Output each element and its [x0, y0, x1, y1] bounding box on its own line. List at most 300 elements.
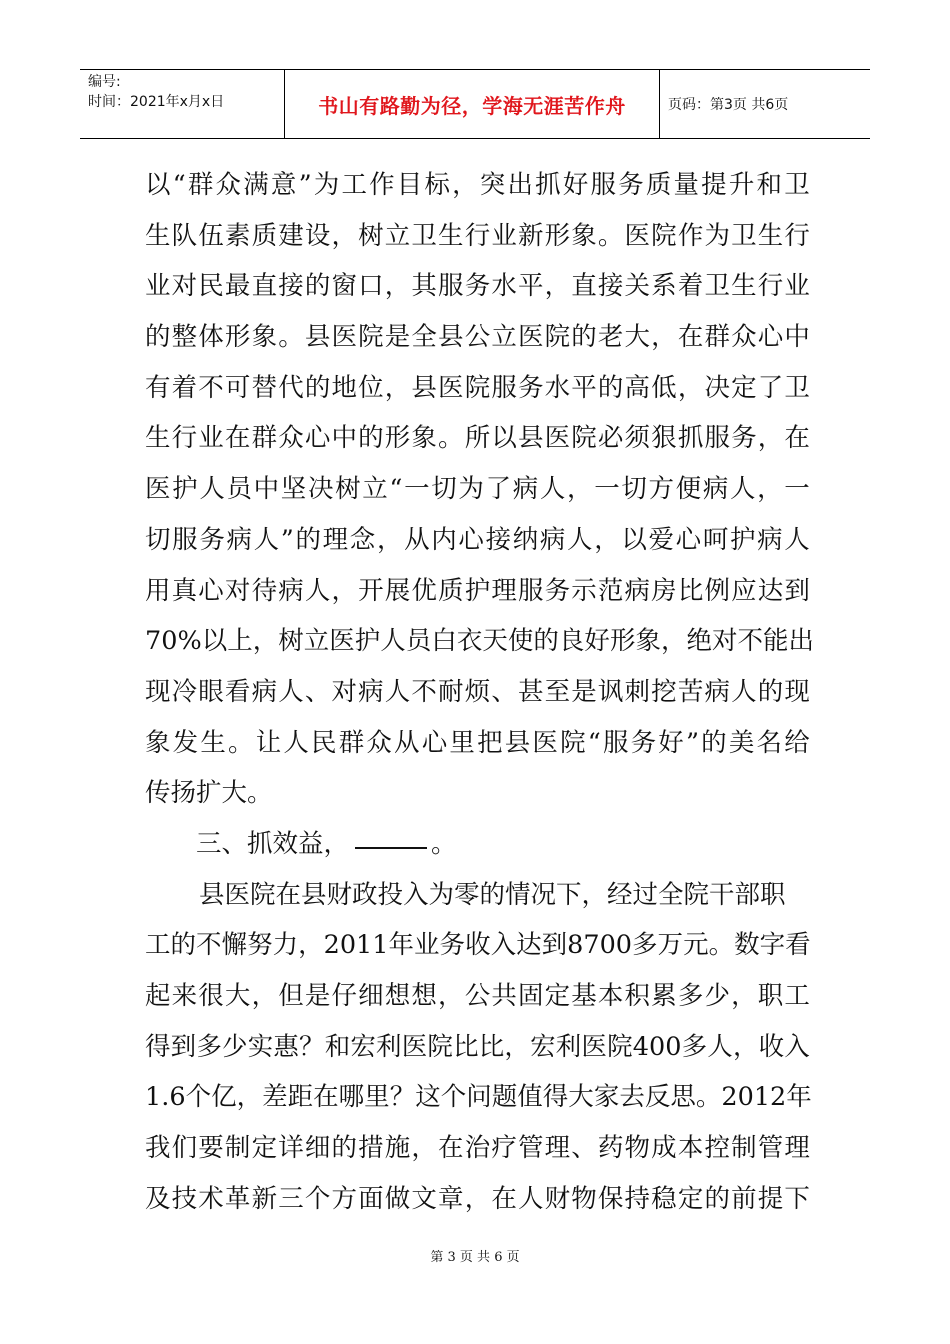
glyph: 立: [491, 322, 517, 353]
header-meta: [80, 70, 285, 138]
glyph: 多: [632, 930, 658, 961]
glyph: 值: [517, 1082, 543, 1113]
text-line: [145, 211, 810, 262]
glyph: 个: [185, 1082, 212, 1113]
glyph: 的: [145, 322, 171, 353]
glyph: 少: [222, 1031, 248, 1062]
glyph: ，: [567, 474, 593, 505]
glyph: 行: [464, 220, 491, 251]
glyph: 良: [558, 626, 585, 657]
glyph: 院: [607, 1031, 633, 1062]
glyph: 名: [756, 727, 783, 758]
glyph: 。: [278, 322, 304, 353]
glyph: 理: [544, 1133, 571, 1164]
glyph: 元: [683, 930, 709, 961]
glyph: 得: [542, 1082, 569, 1113]
glyph: 念: [349, 524, 376, 555]
glyph: 力: [272, 930, 299, 961]
glyph: 冷: [171, 676, 198, 707]
glyph: 管: [757, 1133, 784, 1164]
glyph: 方: [648, 474, 675, 505]
glyph: 家: [593, 1082, 620, 1113]
glyph: 共: [491, 981, 517, 1011]
glyph: 决: [704, 372, 730, 403]
glyph: 群: [338, 727, 365, 758]
glyph: 县: [504, 727, 531, 758]
glyph: 医: [544, 423, 571, 454]
glyph: 想: [384, 981, 411, 1011]
glyph: 县: [517, 423, 544, 454]
glyph: 但: [278, 981, 304, 1011]
glyph: 县: [411, 372, 437, 403]
glyph: 卫: [704, 271, 730, 302]
glyph: 医: [438, 372, 464, 403]
glyph: 对: [712, 626, 738, 657]
glyph: 大: [224, 981, 251, 1011]
glyph: 水: [544, 372, 571, 403]
glyph: 人: [539, 474, 566, 505]
glyph: 切: [145, 524, 171, 555]
glyph: ，: [651, 322, 677, 353]
glyph: 其: [411, 271, 437, 302]
glyph: 接: [597, 271, 624, 302]
glyph: 切: [431, 474, 457, 505]
glyph: 少: [704, 981, 730, 1011]
glyph: 比: [677, 575, 704, 606]
glyph: 心: [757, 322, 784, 353]
glyph: 以: [491, 423, 517, 454]
glyph: 的: [295, 524, 321, 555]
glyph: 平: [571, 372, 597, 403]
glyph: 院: [464, 372, 491, 403]
glyph: 人: [567, 524, 593, 555]
glyph: 全: [411, 322, 437, 353]
glyph: 不: [411, 676, 437, 707]
glyph: 定: [251, 1133, 278, 1164]
glyph: ，: [464, 1183, 491, 1214]
glyph: ”: [298, 170, 312, 200]
glyph: 理: [491, 575, 517, 606]
glyph: 作: [369, 170, 395, 200]
glyph: 众: [731, 322, 757, 353]
glyph: 着: [677, 271, 704, 302]
glyph: 直: [571, 271, 597, 302]
glyph: 队: [171, 220, 198, 251]
glyph: 素: [224, 220, 251, 251]
glyph: 务: [464, 271, 491, 302]
glyph: 上: [227, 626, 253, 657]
glyph: 务: [439, 930, 466, 961]
glyph: 技: [171, 1183, 198, 1214]
glyph: 题: [491, 1082, 518, 1113]
glyph: 控: [704, 1133, 730, 1164]
glyph: 公: [464, 322, 491, 353]
glyph: 现: [145, 676, 171, 707]
glyph: ，: [677, 372, 704, 403]
glyph: 业: [784, 271, 810, 302]
glyph: 烦: [464, 676, 491, 707]
glyph: 疗: [491, 1133, 517, 1164]
glyph: 人: [278, 676, 304, 707]
glyph: 和: [324, 1031, 351, 1062]
glyph: 院: [544, 322, 571, 353]
glyph: 心: [421, 727, 448, 758]
glyph: 字: [759, 930, 786, 961]
glyph: 护: [172, 474, 198, 505]
glyph: ，: [660, 626, 687, 657]
glyph: 护: [354, 626, 381, 657]
glyph: 医: [331, 322, 357, 353]
glyph: 的: [304, 372, 331, 403]
glyph: 。: [597, 220, 624, 251]
glyph: 保: [597, 1183, 624, 1214]
glyph: 院: [358, 322, 384, 353]
text-line: [145, 160, 810, 211]
document-body: [145, 160, 815, 1224]
glyph: 里: [449, 727, 475, 758]
glyph: 革: [224, 1183, 251, 1214]
glyph: 发: [172, 727, 199, 758]
glyph: 了: [485, 474, 512, 505]
glyph: 护: [464, 575, 491, 606]
glyph: 让: [255, 727, 282, 758]
glyph: 树: [278, 626, 304, 657]
glyph: 业: [414, 930, 440, 961]
glyph: 不: [196, 930, 222, 961]
glyph: 房: [651, 575, 677, 606]
glyph: 的: [358, 423, 384, 454]
glyph: 甚: [517, 676, 544, 707]
glyph: 象: [251, 322, 278, 353]
glyph: 以: [145, 170, 171, 200]
glyph: 卫: [784, 372, 810, 403]
glyph: 起: [145, 981, 171, 1011]
glyph: 是: [384, 322, 411, 353]
glyph: ，: [384, 271, 411, 302]
glyph: 满: [243, 170, 269, 200]
glyph: 了: [757, 372, 784, 403]
glyph: 着: [171, 372, 198, 403]
glyph: 工: [784, 981, 810, 1011]
text-line: [145, 1123, 810, 1174]
glyph: 民: [198, 271, 224, 302]
glyph: 努: [247, 930, 273, 961]
glyph: 民: [311, 727, 337, 758]
glyph: 使: [507, 626, 534, 657]
header-page-cell: [660, 70, 870, 138]
glyph: 形: [384, 423, 411, 454]
glyph: 天: [482, 626, 508, 657]
glyph: 人: [784, 524, 810, 555]
glyph: 心: [304, 423, 331, 454]
glyph: 象: [145, 727, 171, 758]
header-page-info: 页码：第3页 共6页: [668, 97, 789, 113]
glyph: 卫: [731, 220, 757, 251]
glyph: 里: [364, 1082, 390, 1113]
glyph: 心: [458, 524, 484, 555]
glyph: 便: [675, 474, 702, 505]
glyph: 接: [278, 271, 304, 302]
glyph: 在: [313, 1082, 339, 1113]
glyph: 到: [784, 575, 810, 606]
glyph: 能: [763, 626, 789, 657]
glyph: 决: [307, 474, 334, 505]
glyph: 服: [704, 423, 730, 454]
glyph: 。: [708, 930, 735, 961]
glyph: 关: [624, 271, 651, 302]
glyph: ，: [251, 981, 278, 1011]
glyph: 、: [571, 1133, 597, 1164]
text-line: [145, 616, 815, 667]
glyph: 宏: [530, 1031, 556, 1062]
section-heading-text: 三、抓效益，: [196, 828, 350, 859]
text-line: [145, 870, 810, 921]
glyph: 意: [270, 170, 297, 200]
glyph: 看: [224, 676, 251, 707]
glyph: 形: [609, 626, 636, 657]
glyph: 多: [196, 1031, 222, 1062]
glyph: ，: [757, 423, 784, 454]
glyph: 中: [331, 423, 357, 454]
glyph: 以: [201, 626, 228, 657]
glyph: 入: [490, 930, 517, 961]
glyph: 待: [251, 575, 278, 606]
glyph: 设: [304, 220, 331, 251]
text-line: [145, 464, 810, 515]
glyph: 建: [278, 220, 304, 251]
glyph: 量: [673, 170, 700, 200]
glyph: 员: [405, 626, 432, 657]
glyph: 在: [677, 322, 704, 353]
glyph: 象: [411, 423, 437, 454]
glyph: 不: [198, 372, 224, 403]
document-number-label: 编号:: [88, 74, 121, 90]
glyph: 距: [287, 1082, 314, 1113]
glyph: 体: [198, 322, 224, 353]
glyph: 的: [571, 322, 597, 353]
glyph: 好: [658, 727, 684, 758]
glyph: 一: [784, 474, 810, 505]
glyph: 水: [491, 271, 517, 302]
glyph: 1.6: [145, 1082, 186, 1113]
glyph: 县: [304, 322, 331, 353]
glyph: 作: [677, 220, 704, 251]
text-line: [145, 1174, 810, 1225]
glyph: 行: [757, 271, 784, 302]
glyph: 窗: [331, 271, 357, 302]
text-line: [145, 261, 810, 312]
glyph: 给: [784, 727, 810, 758]
text-line: [145, 1022, 810, 1073]
glyph: 好: [584, 626, 610, 657]
glyph: 务: [544, 575, 571, 606]
glyph: 人: [517, 1183, 544, 1214]
glyph: 众: [278, 423, 304, 454]
glyph: 生: [145, 220, 171, 251]
glyph: 问: [466, 1082, 492, 1113]
glyph: 服: [602, 727, 629, 758]
glyph: 本: [597, 981, 624, 1011]
glyph: 立: [362, 474, 388, 505]
glyph: 理: [784, 1133, 810, 1164]
glyph: 刺: [624, 676, 651, 707]
glyph: 众: [366, 727, 392, 758]
glyph: 积: [624, 981, 651, 1011]
glyph: 系: [651, 271, 677, 302]
glyph: 真: [171, 575, 198, 606]
glyph: 工: [341, 170, 367, 200]
glyph: 群: [251, 423, 278, 454]
glyph: 持: [624, 1183, 651, 1214]
glyph: 从: [394, 727, 420, 758]
glyph: 病: [624, 575, 651, 606]
glyph: 人: [199, 474, 225, 505]
glyph: 高: [624, 372, 651, 403]
glyph: 生: [438, 220, 464, 251]
glyph: 替: [251, 372, 278, 403]
glyph: 务: [731, 423, 757, 454]
glyph: 群: [187, 170, 214, 200]
glyph: 服: [517, 575, 544, 606]
glyph: 务: [618, 170, 644, 200]
glyph: 务: [630, 727, 657, 758]
glyph: 达: [516, 930, 542, 961]
glyph: 树: [358, 220, 384, 251]
glyph: 病: [702, 474, 729, 505]
glyph: ？: [389, 1082, 416, 1113]
glyph: 呵: [702, 524, 729, 555]
glyph: 立: [384, 220, 411, 251]
glyph: 看: [785, 930, 811, 961]
glyph: ，: [298, 930, 324, 961]
glyph: 懈: [221, 930, 248, 961]
glyph: 的: [597, 372, 624, 403]
glyph: 纳: [512, 524, 539, 555]
glyph: 院: [571, 423, 597, 454]
glyph: 范: [597, 575, 624, 606]
glyph: 病: [539, 524, 566, 555]
glyph: 立: [303, 626, 330, 657]
glyph: 耐: [438, 676, 464, 707]
glyph: 代: [278, 372, 304, 403]
text-line: [145, 515, 810, 566]
glyph: 工: [145, 930, 171, 961]
glyph: 本: [677, 1133, 704, 1164]
glyph: 升: [728, 170, 755, 200]
glyph: 我: [145, 1133, 171, 1164]
glyph: 是: [571, 676, 597, 707]
glyph: 爱: [648, 524, 675, 555]
glyph: 象: [571, 220, 597, 251]
glyph: ，: [236, 1082, 263, 1113]
glyph: 人: [253, 524, 280, 555]
glyph: 讽: [597, 676, 624, 707]
glyph: 宏: [350, 1031, 376, 1062]
glyph: ，: [452, 170, 478, 200]
section-heading-end: 。: [431, 828, 457, 859]
glyph: 比: [453, 1031, 479, 1062]
glyph: 基: [571, 981, 597, 1011]
glyph: 的: [331, 1133, 357, 1164]
glyph: 出: [507, 170, 533, 200]
glyph: 人: [384, 676, 411, 707]
glyph: 前: [731, 1183, 757, 1214]
glyph: 细: [358, 981, 384, 1011]
glyph: 年: [786, 1082, 812, 1113]
glyph: 员: [226, 474, 252, 505]
glyph: 三: [278, 1183, 304, 1214]
glyph: 亿: [211, 1082, 237, 1113]
glyph: 们: [171, 1133, 198, 1164]
glyph: 个: [304, 1183, 331, 1214]
text-line: [145, 413, 810, 464]
glyph: 整: [171, 322, 198, 353]
glyph: 最: [224, 271, 251, 302]
glyph: 差: [262, 1082, 288, 1113]
glyph: 业: [198, 423, 224, 454]
glyph: 文: [411, 1183, 437, 1214]
glyph: 抓: [677, 423, 704, 454]
glyph: 直: [251, 271, 278, 302]
glyph: 为: [313, 170, 340, 200]
text-line: [145, 718, 810, 769]
glyph: 形: [224, 322, 251, 353]
glyph: 实: [247, 1031, 274, 1062]
glyph: 新: [517, 220, 544, 251]
glyph: 例: [704, 575, 730, 606]
section-heading: [145, 819, 810, 870]
glyph: 从: [404, 524, 430, 555]
glyph: 定: [731, 372, 757, 403]
glyph: 象: [635, 626, 661, 657]
glyph: 医: [624, 220, 651, 251]
glyph: 开: [358, 575, 384, 606]
glyph: 人: [731, 676, 757, 707]
glyph: 详: [278, 1133, 304, 1164]
glyph: 一: [594, 474, 620, 505]
glyph: 的: [757, 676, 784, 707]
glyph: 务: [517, 372, 544, 403]
glyph: 苦: [677, 676, 704, 707]
glyph: 县: [438, 322, 464, 353]
glyph: ，: [384, 372, 411, 403]
glyph: 生: [145, 423, 171, 454]
page-header: [80, 69, 870, 139]
glyph: 理: [322, 524, 349, 555]
glyph: 质: [645, 170, 672, 200]
glyph: 服: [438, 271, 464, 302]
glyph: 群: [704, 322, 730, 353]
text-line: [145, 566, 810, 617]
glyph: 个: [440, 1082, 467, 1113]
glyph: ，: [757, 474, 783, 505]
text-line: [145, 971, 810, 1022]
glyph: 务: [199, 524, 225, 555]
glyph: 心: [675, 524, 702, 555]
glyph: 2012: [721, 1082, 787, 1113]
glyph: 人: [707, 1031, 733, 1062]
glyph: 400: [632, 1031, 682, 1062]
glyph: 质: [438, 575, 464, 606]
glyph: 狠: [651, 423, 677, 454]
glyph: 为: [458, 474, 484, 505]
glyph: 和: [756, 170, 783, 200]
glyph: ，: [594, 524, 620, 555]
glyph: 标: [424, 170, 450, 200]
glyph: 财: [544, 1183, 571, 1214]
glyph: 做: [384, 1183, 411, 1214]
glyph: 病: [358, 676, 384, 707]
